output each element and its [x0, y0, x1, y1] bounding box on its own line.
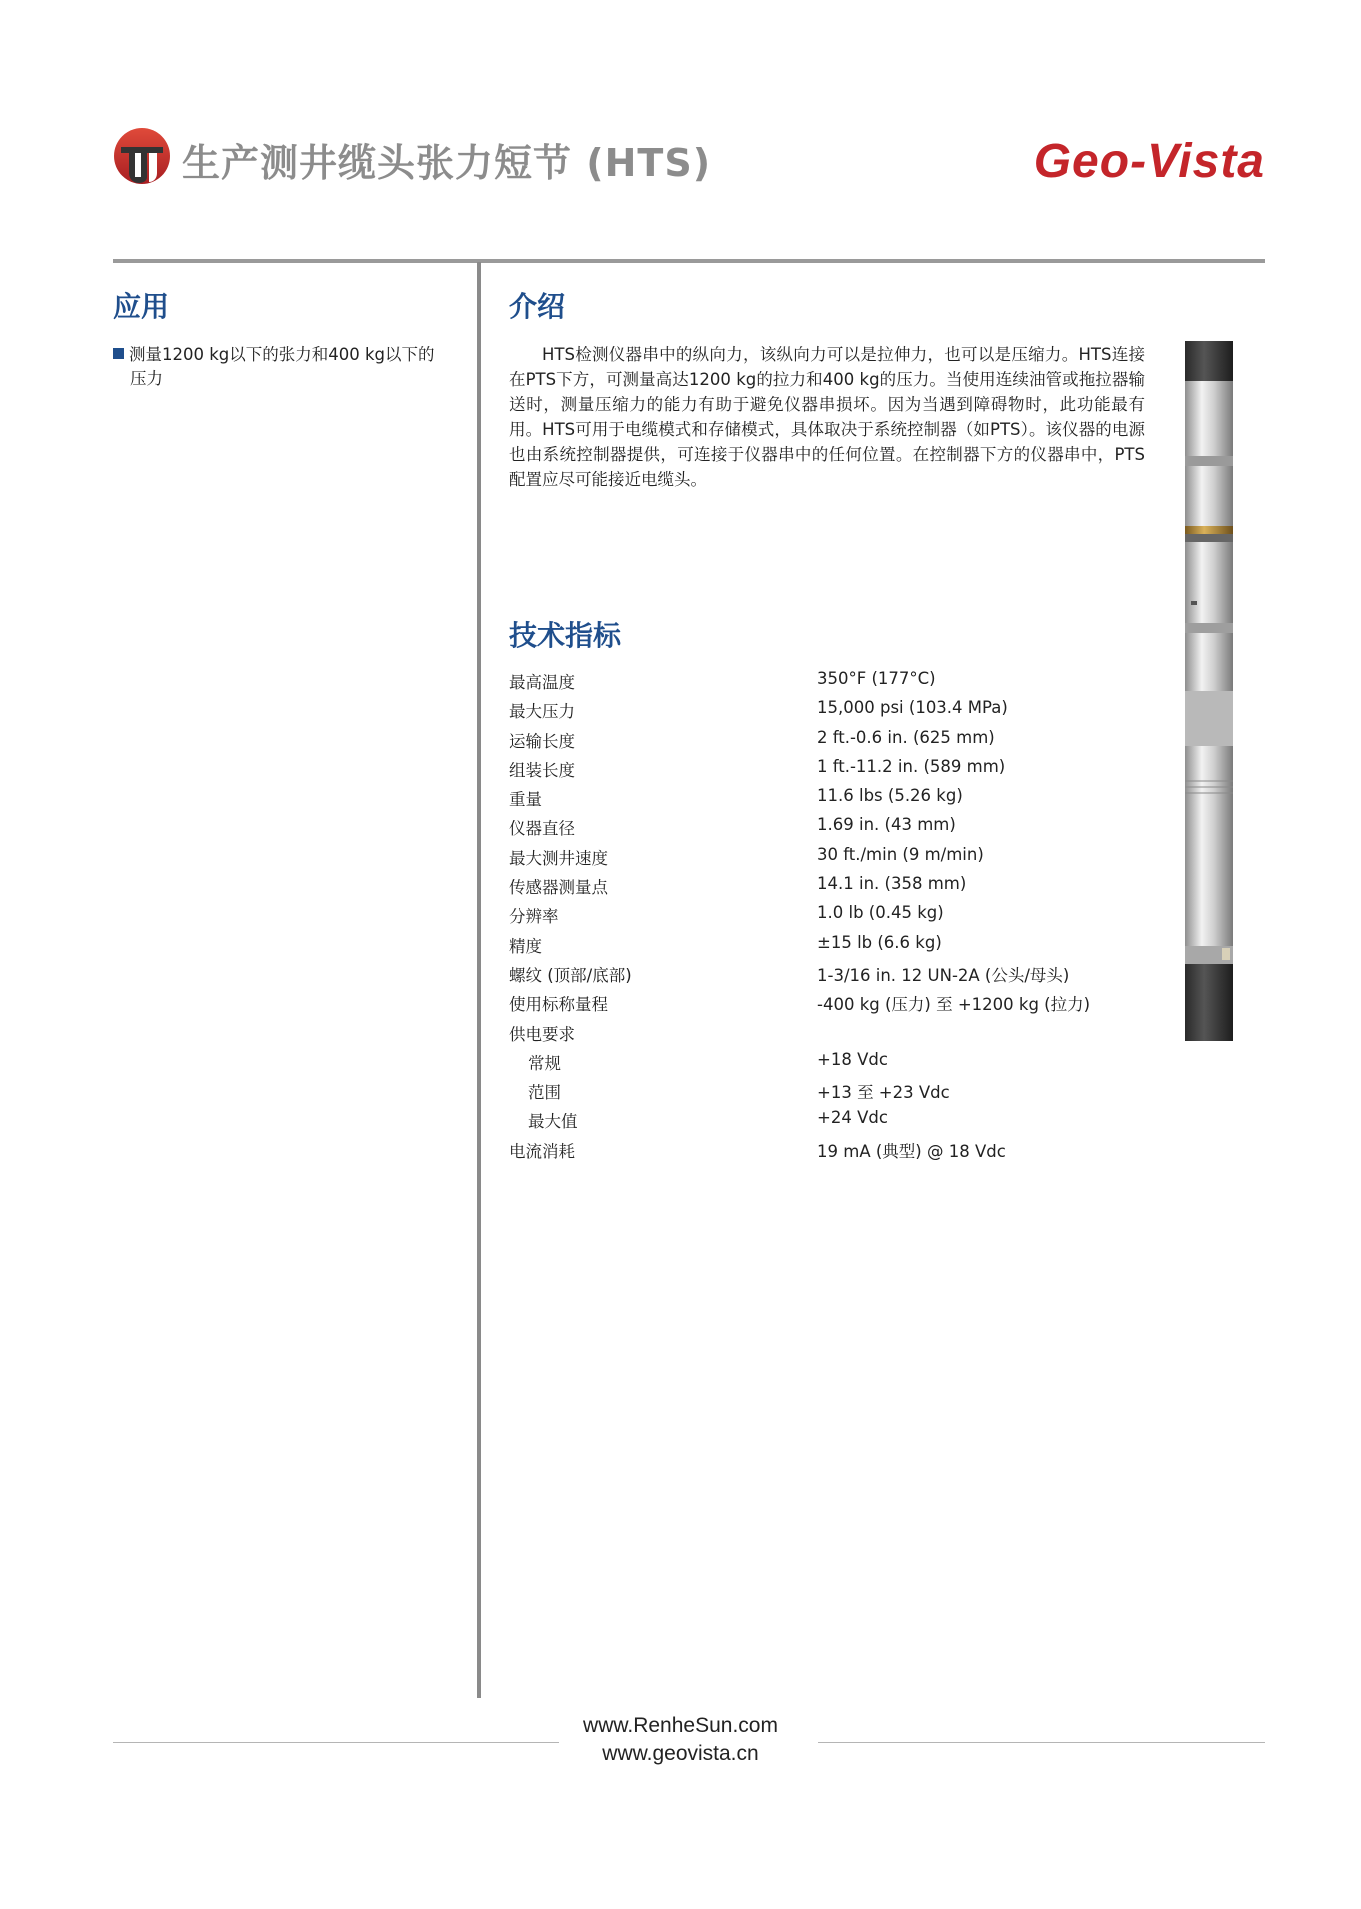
spec-value: 2 ft.-0.6 in. (625 mm)	[817, 727, 995, 747]
spec-value: 11.6 lbs (5.26 kg)	[817, 786, 963, 806]
spec-value: 350°F (177°C)	[817, 669, 936, 688]
application-item	[113, 343, 443, 391]
company-logo-icon	[113, 127, 171, 185]
spec-row	[509, 962, 1149, 991]
spec-row	[509, 815, 1149, 844]
application-item-line2: 压力	[130, 369, 163, 388]
spec-row	[509, 1108, 1149, 1137]
spec-label: 使用标称量程	[509, 995, 608, 1015]
spec-value: -400 kg (压力) 至 +1200 kg (拉力)	[817, 995, 1091, 1015]
spec-value: 1-3/16 in. 12 UN-2A (公头/母头)	[817, 965, 1070, 985]
spec-value: 1.69 in. (43 mm)	[817, 815, 956, 835]
spec-label: 最大压力	[509, 702, 575, 722]
application-item-line1: 测量1200 kg以下的张力和400 kg以下的	[129, 345, 435, 364]
spec-value: 14.1 in. (358 mm)	[817, 874, 967, 894]
spec-value: 1.0 lb (0.45 kg)	[817, 903, 944, 923]
spec-value: +24 Vdc	[817, 1108, 888, 1128]
spec-value: 19 mA (典型) @ 18 Vdc	[817, 1141, 1006, 1161]
spec-label: 供电要求	[509, 1024, 575, 1044]
spec-label: 范围	[528, 1083, 561, 1103]
hts-tool-image	[1184, 341, 1234, 1041]
spec-row	[509, 874, 1149, 903]
spec-label: 电流消耗	[509, 1141, 575, 1161]
spec-label: 分辨率	[509, 907, 559, 927]
spec-row	[509, 1138, 1149, 1167]
spec-row	[509, 786, 1149, 815]
spec-label: 最大值	[528, 1112, 578, 1132]
spec-label: 最高温度	[509, 673, 575, 692]
spec-row	[509, 669, 1149, 698]
square-bullet-icon	[113, 348, 124, 359]
spec-label: 组装长度	[509, 760, 575, 780]
spec-value: 30 ft./min (9 m/min)	[817, 844, 984, 864]
spec-value: +18 Vdc	[817, 1049, 888, 1069]
spec-label: 螺纹 (顶部/底部)	[509, 965, 632, 985]
spec-row	[509, 757, 1149, 786]
spec-value: 1 ft.-11.2 in. (589 mm)	[817, 756, 1006, 776]
spec-row	[509, 1021, 1149, 1050]
spec-label: 精度	[509, 936, 542, 956]
applications-heading: 应用	[113, 290, 170, 323]
spec-label: 常规	[528, 1053, 561, 1073]
spec-row	[509, 1050, 1149, 1079]
footer-url-geovista[interactable]: www.geovista.cn	[602, 1742, 759, 1765]
spec-row	[509, 845, 1149, 874]
spec-value: ±15 lb (6.6 kg)	[817, 932, 942, 952]
spec-row	[509, 698, 1149, 727]
spec-label: 最大测井速度	[509, 848, 608, 868]
spec-row	[509, 728, 1149, 757]
specs-heading: 技术指标	[509, 619, 622, 652]
spec-value: 15,000 psi (103.4 MPa)	[817, 698, 1008, 718]
spec-row	[509, 1079, 1149, 1108]
spec-row	[509, 991, 1149, 1020]
spec-label: 运输长度	[509, 731, 575, 751]
spec-label: 仪器直径	[509, 819, 575, 839]
brand-logo: Geo-Vista	[1033, 135, 1265, 188]
column-divider	[477, 262, 481, 1698]
top-divider	[113, 259, 1265, 263]
intro-heading: 介绍	[509, 290, 566, 323]
specs-table	[509, 669, 1149, 1167]
document-title: 生产测井缆头张力短节 (HTS)	[182, 141, 712, 185]
spec-label: 传感器测量点	[509, 878, 608, 898]
spec-row	[509, 933, 1149, 962]
spec-value: +13 至 +23 Vdc	[817, 1083, 950, 1103]
footer-url-renhesun[interactable]: www.RenheSun.com	[583, 1714, 778, 1737]
spec-row	[509, 903, 1149, 932]
spec-label: 重量	[509, 790, 542, 810]
intro-paragraph: HTS检测仪器串中的纵向力，该纵向力可以是拉伸力，也可以是压缩力。HTS连接在PTS下方，可测量高达1200 kg的拉力和400 kg的压力。当使用连续油管或拖拉器输送时，测量压缩力的能力有助于避免仪器串损坏。因为当遇到障碍物时，此功能最有用。HTS可用于电缆模式和存储模式，具体取决于系统控制器（如PTS）。该仪器的电源也由系统控制器提供，可连接于仪器串中的任何位置。在控制器下方的仪器串中，PTS配置应尽可能接近电缆头。	[509, 345, 1145, 489]
